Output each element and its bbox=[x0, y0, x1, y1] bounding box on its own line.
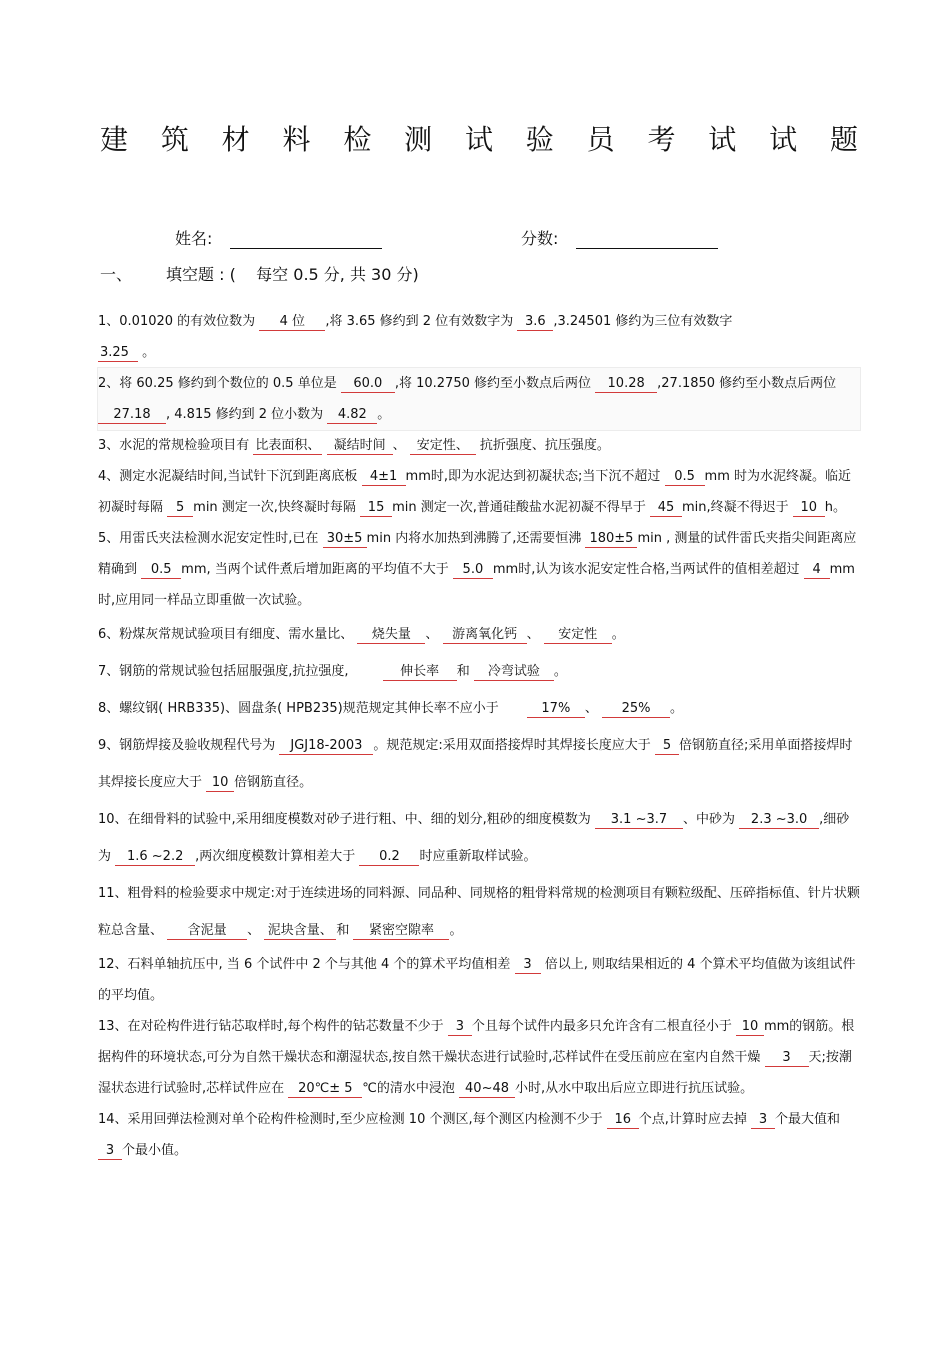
question-10 bbox=[98, 801, 860, 875]
q3-answer-3: 安定性、 bbox=[410, 438, 476, 455]
q6-text: 。 bbox=[611, 627, 625, 642]
question-5 bbox=[98, 523, 860, 616]
q2-text: ,将 10.2750 修约至小数点后两位 bbox=[394, 376, 591, 391]
q2-answer-1: 60.0 bbox=[341, 376, 395, 393]
section-heading bbox=[100, 262, 419, 285]
title-char: 试 bbox=[464, 123, 493, 156]
q7-answer-2: 冷弯试验 bbox=[474, 664, 554, 681]
q7-text: 7、钢筋的常规试验包括屈服强度,抗拉强度, bbox=[98, 664, 349, 679]
question-6 bbox=[98, 616, 860, 653]
q6-text: 6、粉煤灰常规试验项目有细度、需水量比、 bbox=[98, 627, 354, 642]
q9-text: 倍钢筋直径。 bbox=[234, 775, 313, 790]
q10-answer-2: 2.3 ~3.0 bbox=[739, 812, 819, 829]
title-char: 料 bbox=[282, 123, 311, 156]
q4-answer-6: 10 bbox=[793, 500, 825, 517]
section-number: 一、 bbox=[100, 265, 133, 284]
q13-answer-3: 3 bbox=[765, 1050, 809, 1067]
q11-answer-1: 含泥量 bbox=[167, 923, 247, 940]
page-title bbox=[100, 118, 858, 158]
q10-answer-1: 3.1 ~3.7 bbox=[595, 812, 683, 829]
q14-answer-3: 3 bbox=[98, 1143, 122, 1160]
score-field bbox=[521, 226, 718, 249]
q6-text: 、 bbox=[425, 627, 439, 642]
q8-text: 、 bbox=[584, 701, 598, 716]
q13-answer-4: 20℃± 5 bbox=[288, 1081, 362, 1098]
question-14 bbox=[98, 1104, 860, 1166]
q12-answer-1: 3 bbox=[515, 957, 541, 974]
q3-text: 抗折强度、抗压强度。 bbox=[479, 438, 610, 453]
q12-text: 倍以上, 则取结果相近的 4 个算术平均值做为该组试件的平均值。 bbox=[98, 957, 856, 1003]
q11-answer-3: 紧密空隙率 bbox=[353, 923, 449, 940]
q14-text: 个点,计算时应去掉 bbox=[638, 1112, 747, 1127]
question-9 bbox=[98, 727, 860, 801]
q11-text: 、 bbox=[247, 923, 261, 938]
q5-answer-5: 4 bbox=[804, 562, 830, 579]
name-blank[interactable] bbox=[230, 230, 382, 249]
q2-text: 2、将 60.25 修约到个数位的 0.5 单位是 bbox=[98, 376, 337, 391]
q10-text: 、中砂为 bbox=[682, 812, 735, 827]
q11-answer-2: 泥块含量、 bbox=[264, 923, 336, 940]
question-11 bbox=[98, 875, 860, 949]
q9-text: 9、钢筋焊接及验收规程代号为 bbox=[98, 738, 276, 753]
q8-answer-2: 25% bbox=[602, 701, 670, 718]
q10-text: ,细砂为 bbox=[98, 812, 850, 864]
q8-text: 8、螺纹钢( HRB335)、圆盘条( HPB235)规范规定其伸长率不应小于 bbox=[98, 701, 499, 716]
q13-text: mm的钢筋。根据构件的环境状态,可分为自然干燥状态和潮湿状态,按自然干燥状态进行试验时,芯样试件在受压前应在室内自然干燥 bbox=[98, 1019, 855, 1065]
q3-text: 、 bbox=[392, 438, 406, 453]
q14-text: 个最小值。 bbox=[122, 1143, 188, 1158]
q13-answer-2: 10 bbox=[736, 1019, 764, 1036]
title-char: 检 bbox=[343, 123, 372, 156]
q9-answer-1: JGJ18-2003 bbox=[279, 738, 373, 755]
q6-answer-1: 烧失量 bbox=[357, 627, 425, 644]
q3-text: 3、水泥的常规检验项目有 bbox=[98, 438, 250, 453]
q13-text: 小时,从水中取出后应立即进行抗压试验。 bbox=[515, 1081, 754, 1096]
q4-text: 4、测定水泥凝结时间,当试针下沉到距离底板 bbox=[98, 469, 358, 484]
q5-text: mm时,认为该水泥安定性合格,当两试件的值相差超过 bbox=[492, 562, 800, 577]
q9-text: 倍钢筋直径;采用单面搭接焊时其焊接长度应大于 bbox=[98, 738, 853, 790]
q8-text: 。 bbox=[670, 701, 684, 716]
q6-answer-3: 安定性 bbox=[544, 627, 612, 644]
q11-text: 和 bbox=[336, 923, 350, 938]
q14-text: 个最大值和 bbox=[775, 1112, 841, 1127]
name-label: 姓名: bbox=[175, 229, 213, 248]
title-char: 材 bbox=[221, 123, 250, 156]
q13-text: 个且每个试件内最多只允许含有二根直径小于 bbox=[471, 1019, 732, 1034]
q5-answer-3: 0.5 bbox=[141, 562, 181, 579]
question-8 bbox=[98, 690, 860, 727]
q10-text: ,两次细度模数计算相差大于 bbox=[195, 849, 356, 864]
q4-answer-5: 45 bbox=[650, 500, 682, 517]
q5-text: min , 测量的试件雷氏夹指尖间距离应精确到 bbox=[98, 531, 857, 577]
q8-answer-1: 17% bbox=[527, 701, 585, 718]
title-char: 试 bbox=[708, 123, 737, 156]
name-field bbox=[175, 226, 382, 249]
q2-answer-2: 10.28 bbox=[595, 376, 657, 393]
title-char: 建 bbox=[100, 123, 129, 156]
q4-text: mm时,即为水泥达到初凝状态;当下沉不超过 bbox=[405, 469, 661, 484]
q5-text: min 内将水加热到沸腾了,还需要恒沸 bbox=[366, 531, 582, 546]
question-2 bbox=[98, 368, 860, 430]
question-13 bbox=[98, 1011, 860, 1104]
q7-answer-1: 伸长率 bbox=[383, 664, 457, 681]
q11-text: 。 bbox=[449, 923, 463, 938]
section-desc: 每空 0.5 分, 共 30 分) bbox=[256, 265, 419, 284]
q2-text: ,27.1850 修约至小数点后两位 bbox=[657, 376, 837, 391]
q1-text: ,3.24501 修约为三位有效数字 bbox=[553, 314, 733, 329]
q4-answer-4: 15 bbox=[360, 500, 392, 517]
title-char: 测 bbox=[404, 123, 433, 156]
q13-answer-5: 40~48 bbox=[459, 1081, 515, 1098]
question-4 bbox=[98, 461, 860, 523]
q1-answer-3: 3.25 bbox=[98, 345, 138, 362]
question-3 bbox=[98, 430, 860, 461]
question-7 bbox=[98, 653, 860, 690]
question-12 bbox=[98, 949, 860, 1011]
question-1 bbox=[98, 306, 860, 368]
q4-text: h。 bbox=[824, 500, 847, 515]
q4-text: min 测定一次,快终凝时每隔 bbox=[193, 500, 356, 515]
q5-answer-1: 30±5 bbox=[323, 531, 367, 548]
q2-answer-4: 4.82 bbox=[327, 407, 377, 424]
q1-answer-2: 3.6 bbox=[517, 314, 553, 331]
q5-answer-4: 5.0 bbox=[453, 562, 493, 579]
q4-answer-2: 0.5 bbox=[665, 469, 705, 486]
q2-answer-3: 27.18 bbox=[98, 407, 166, 424]
q14-text: 14、采用回弹法检测对单个砼构件检测时,至少应检测 10 个测区,每个测区内检测不少于 bbox=[98, 1112, 603, 1127]
q10-text: 时应重新取样试验。 bbox=[419, 849, 537, 864]
section-title: 填空题 : ( bbox=[166, 265, 236, 284]
q5-text: mm, 当两个试件煮后增加距离的平均值不大于 bbox=[181, 562, 449, 577]
q4-text: min,终凝不得迟于 bbox=[682, 500, 789, 515]
q14-answer-2: 3 bbox=[751, 1112, 775, 1129]
q11-text: 11、粗骨料的检验要求中规定:对于连续进场的同料源、同品种、同规格的粗骨料常规的检测项目有颗粒级配、压碎指标值、针片状颗粒总含量、 bbox=[98, 886, 860, 938]
title-char: 题 bbox=[829, 123, 858, 156]
q5-answer-2: 180±5 bbox=[585, 531, 637, 548]
score-label: 分数: bbox=[521, 229, 559, 248]
title-char: 筑 bbox=[160, 123, 189, 156]
q10-answer-4: 0.2 bbox=[359, 849, 419, 866]
q4-answer-3: 5 bbox=[167, 500, 193, 517]
score-blank[interactable] bbox=[576, 230, 718, 249]
q7-text: 。 bbox=[553, 664, 567, 679]
q3-answer-2: 凝结时间 bbox=[327, 438, 393, 455]
q9-text: 。规范规定:采用双面搭接焊时其焊接长度应大于 bbox=[373, 738, 651, 753]
q7-text: 和 bbox=[456, 664, 470, 679]
q9-answer-2: 5 bbox=[655, 738, 679, 755]
title-char: 考 bbox=[647, 123, 676, 156]
q10-answer-3: 1.6 ~2.2 bbox=[115, 849, 195, 866]
q1-answer-1: 4 位 bbox=[259, 314, 325, 331]
q12-text: 12、石料单轴抗压中, 当 6 个试件中 2 个与其他 4 个的算术平均值相差 bbox=[98, 957, 511, 972]
title-char: 试 bbox=[769, 123, 798, 156]
q4-text: mm 时为水泥终凝。临近初凝时每隔 bbox=[98, 469, 851, 515]
title-char: 员 bbox=[586, 123, 615, 156]
questions bbox=[98, 306, 860, 1166]
q6-text: 、 bbox=[526, 627, 540, 642]
q13-text: 天;按潮湿状态进行试验时,芯样试件应在 bbox=[98, 1050, 852, 1096]
q13-answer-1: 3 bbox=[448, 1019, 472, 1036]
q1-text: 。 bbox=[142, 345, 156, 360]
q1-text: ,将 3.65 修约到 2 位有效数字为 bbox=[325, 314, 514, 329]
q13-text: 13、在对砼构件进行钻芯取样时,每个构件的钻芯数量不少于 bbox=[98, 1019, 444, 1034]
q4-text: min 测定一次,普通硅酸盐水泥初凝不得早于 bbox=[392, 500, 646, 515]
q4-answer-1: 4±1 bbox=[362, 469, 406, 486]
q1-text: 1、0.01020 的有效位数为 bbox=[98, 314, 256, 329]
q2-text: , 4.815 修约到 2 位小数为 bbox=[166, 407, 324, 422]
q5-text: mm时,应用同一样品立即重做一次试验。 bbox=[98, 562, 855, 608]
q2-text: 。 bbox=[377, 407, 391, 422]
q6-answer-2: 游离氧化钙 bbox=[443, 627, 527, 644]
q3-answer-1: 比表面积、 bbox=[255, 438, 321, 453]
q10-text: 10、在细骨料的试验中,采用细度模数对砂子进行粗、中、细的划分,粗砂的细度模数为 bbox=[98, 812, 591, 827]
q14-answer-1: 16 bbox=[607, 1112, 639, 1129]
q9-answer-3: 10 bbox=[206, 775, 234, 792]
q13-text: ℃的清水中浸泡 bbox=[362, 1081, 455, 1096]
title-char: 验 bbox=[525, 123, 554, 156]
q5-text: 5、用雷氏夹法检测水泥安定性时,已在 bbox=[98, 531, 319, 546]
